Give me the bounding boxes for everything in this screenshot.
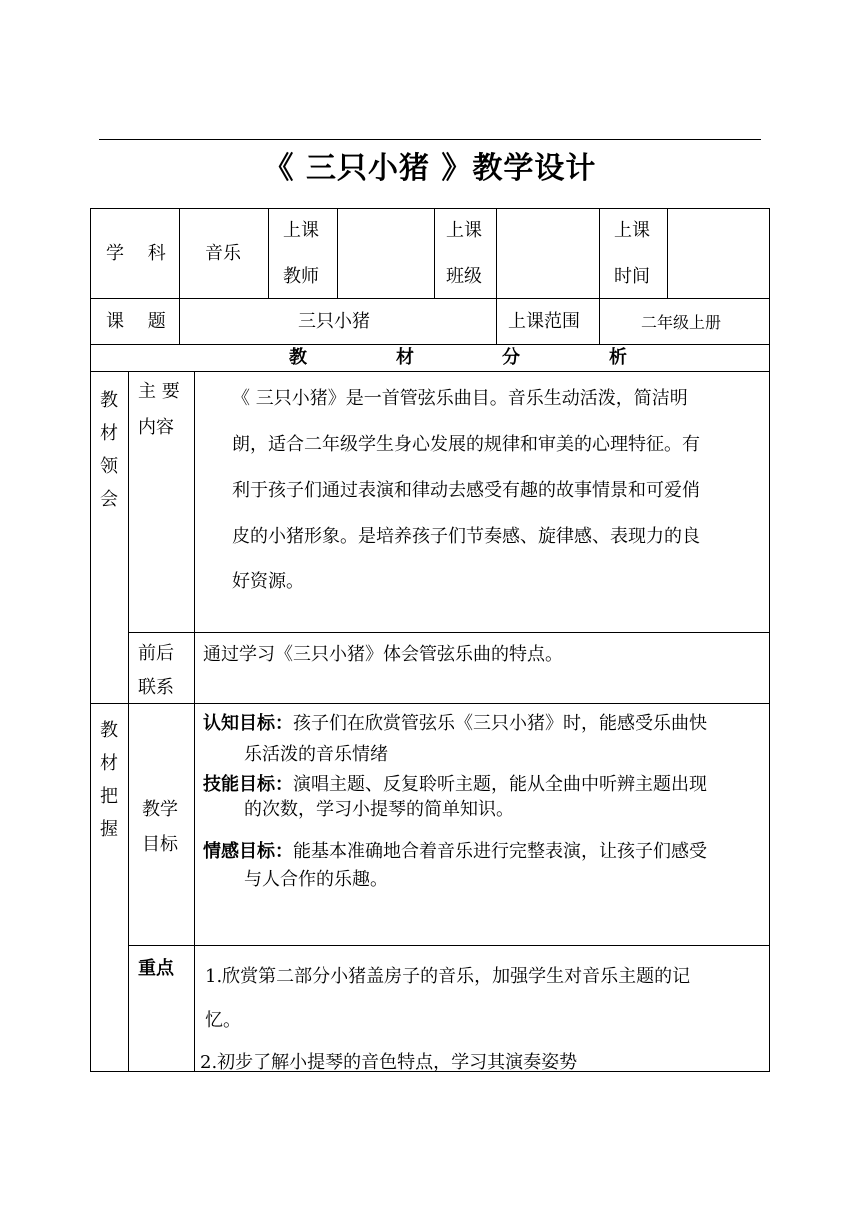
table-line (194, 371, 195, 1071)
class-label-line1: 上课 (446, 220, 482, 241)
topic-label: 课 题 (106, 311, 166, 332)
top-rule (99, 139, 761, 140)
relation-label-line2: 联系 (138, 677, 174, 698)
teacher-label-line2: 教师 (283, 266, 319, 287)
cognitive-goal-line2: 乐活泼的音乐情绪 (244, 744, 388, 765)
section2-label: 教 材 把 握 (100, 720, 118, 840)
scope-value: 二年级上册 (641, 313, 722, 332)
table-line (496, 298, 497, 344)
emotion-goal-label: 情感目标： (203, 841, 293, 862)
analysis-header-char: 材 (396, 347, 414, 368)
emotion-goal-line2: 与人合作的乐趣。 (244, 869, 388, 890)
page-title: 《 三只小猪 》教学设计 (263, 151, 597, 186)
main-content-label-line1: 主 要 (138, 381, 180, 402)
section1-label: 教 材 领 会 (100, 390, 118, 510)
table-line (337, 208, 338, 298)
table-line (496, 208, 497, 298)
main-content-label-line2: 内容 (138, 417, 174, 438)
topic-value: 三只小猪 (298, 311, 370, 332)
time-label-line2: 时间 (614, 266, 650, 287)
cognitive-goal-label: 认知目标： (203, 713, 293, 734)
relation-label-line1: 前后 (138, 643, 174, 664)
table-line (599, 208, 600, 298)
scope-label: 上课范围 (508, 311, 580, 332)
cognitive-goal-text: 孩子们在欣赏管弦乐《三只小猪》时，能感受乐曲快 (293, 713, 707, 734)
table-line (128, 945, 770, 946)
table-line (179, 208, 180, 298)
table-border-right (769, 208, 770, 1071)
analysis-header-char: 教 (289, 347, 307, 368)
cognitive-goal-line1 (203, 715, 707, 733)
skill-goal-label: 技能目标： (203, 774, 293, 795)
table-line (128, 632, 770, 633)
subject-label: 学 科 (106, 243, 166, 264)
table-line (599, 298, 600, 344)
table-line (179, 298, 180, 344)
table-line (434, 208, 435, 298)
skill-goal-text: 演唱主题、反复聆听主题，能从全曲中听辨主题出现 (293, 774, 707, 795)
emotion-goal-line1 (203, 843, 707, 861)
table-line-top (90, 208, 770, 209)
table-line (90, 344, 770, 345)
table-line (667, 208, 668, 298)
table-line (90, 298, 770, 299)
teacher-label-line1: 上课 (283, 220, 319, 241)
key-point-label: 重点 (138, 958, 174, 979)
class-label-line2: 班级 (446, 266, 482, 287)
relation-text: 通过学习《三只小猪》体会管弦乐曲的特点。 (203, 644, 563, 665)
emotion-goal-text: 能基本准确地合着音乐进行完整表演，让孩子们感受 (293, 841, 707, 862)
teaching-goal-label-line1: 教学 (142, 799, 178, 820)
teaching-goal-label-line2: 目标 (142, 834, 178, 855)
subject-value: 音乐 (205, 243, 241, 264)
table-line (90, 703, 770, 704)
analysis-header-char: 析 (609, 347, 627, 368)
time-label-line1: 上课 (614, 220, 650, 241)
skill-goal-line2: 的次数，学习小提琴的简单知识。 (244, 799, 514, 820)
analysis-header-char: 分 (502, 347, 520, 368)
table-line (128, 371, 129, 1071)
table-line (90, 371, 770, 372)
skill-goal-line1 (203, 776, 707, 794)
table-border-left (90, 208, 91, 1071)
table-line (268, 208, 269, 298)
